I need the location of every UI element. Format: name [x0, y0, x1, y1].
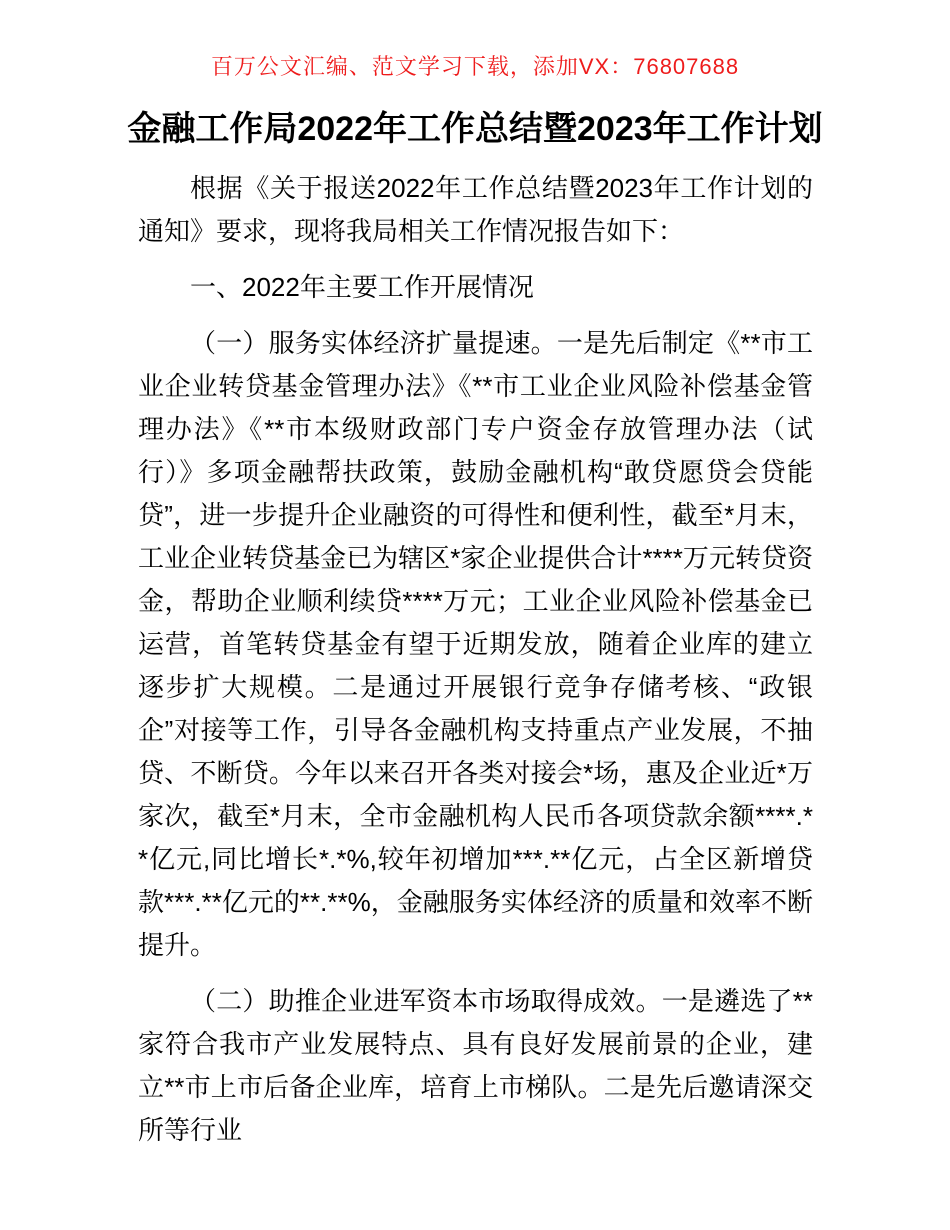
paragraph: （二）助推企业进军资本市场取得成效。一是遴选了**家符合我市产业发展特点、具有良好发展前景的企业，建立**市上市后备企业库，培育上市梯队。二是先后邀请深交所等行业	[138, 986, 813, 1145]
document-content	[138, 167, 813, 1152]
document-title: 金融工作局2022年工作总结暨2023年工作计划	[127, 110, 823, 148]
promo-banner-text: 百万公文汇编、范文学习下载，添加VX：76807688	[210, 54, 740, 79]
paragraph: （一）服务实体经济扩量提速。一是先后制定《**市工业企业转贷基金管理办法》《**市工业企业风险补偿基金管理办法》《**市本级财政部门专户资金存放管理办法（试行）》多项金融帮扶政策，鼓励金融机构“敢贷愿贷会贷能贷”，进一步提升企业融资的可得性和便利性，截至*月末，工业企业转贷基金已为辖区*家企业提供合计****万元转贷资金，帮助企业顺利续贷****万元；工业企业风险补偿基金已运营，首笔转贷基金有望于近期发放，随着企业库的建立逐步扩大规模。二是通过开展银行竞争存储考核、“政银企”对接等工作，引导各金融机构支持重点产业发展，不抽贷、不断贷。今年以来召开各类对接会*场，惠及企业近*万家次，截至*月末，全市金融机构人民币各项贷款余额****.**亿元,同比增长*.*%,较年初增加***.**亿元，占全区新增贷款***.**亿元的**.**%，金融服务实体经济的质量和效率不断提升。	[138, 328, 813, 960]
paragraph: 根据《关于报送2022年工作总结暨2023年工作计划的通知》要求，现将我局相关工作情况报告如下：	[138, 173, 813, 246]
section-heading: 一、2022年主要工作开展情况	[190, 272, 534, 302]
